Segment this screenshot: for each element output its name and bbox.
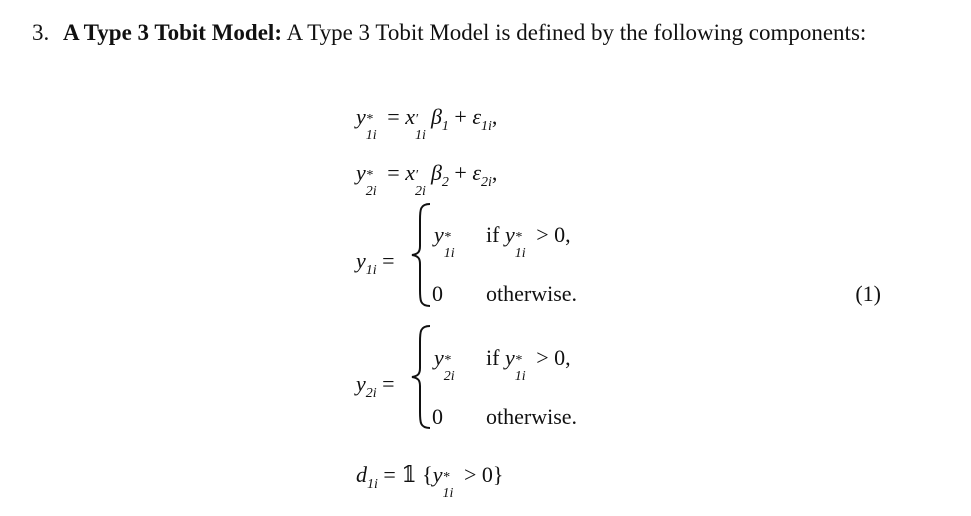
left-brace-icon — [410, 324, 434, 430]
left-brace-icon — [410, 202, 434, 308]
item-body: A Type 3 Tobit Model is defined by the following components: — [286, 20, 867, 45]
equation-latent-1: y * 1i = x ′ 1i $\beta_1 + \varepsilon_{1i}$, — [356, 104, 498, 143]
problem-statement — [32, 20, 866, 46]
case-1a-condition: if y * 1i > 0, — [486, 222, 571, 261]
indicator-icon: 𝟙 — [401, 462, 417, 487]
case-1a-value: y * 1i — [434, 222, 455, 261]
case-2a-condition: if y * 1i > 0, — [486, 345, 571, 384]
case-2a-value: y * 2i — [434, 345, 455, 384]
case-1b-condition: otherwise. — [486, 281, 578, 306]
case-2b-value: 0 — [432, 404, 443, 429]
equation-observed-1-lhs: $y_{1i}$ = — [356, 248, 395, 278]
equation-latent-2: y * 2i = x ′ 2i $\beta_2 + \varepsilon_{2i}$, — [356, 160, 498, 199]
case-2b-condition: otherwise. — [486, 404, 578, 429]
equation-number: (1) — [855, 281, 881, 306]
equation-indicator: $d_{1i}$ = 𝟙 {y * 1i > 0} — [356, 462, 504, 501]
equation-observed-2-lhs: $y_{2i}$ = — [356, 371, 395, 401]
case-1b-value: 0 — [432, 281, 443, 306]
item-number: 3. — [32, 20, 50, 45]
item-title: A Type 3 Tobit Model: — [63, 20, 282, 45]
